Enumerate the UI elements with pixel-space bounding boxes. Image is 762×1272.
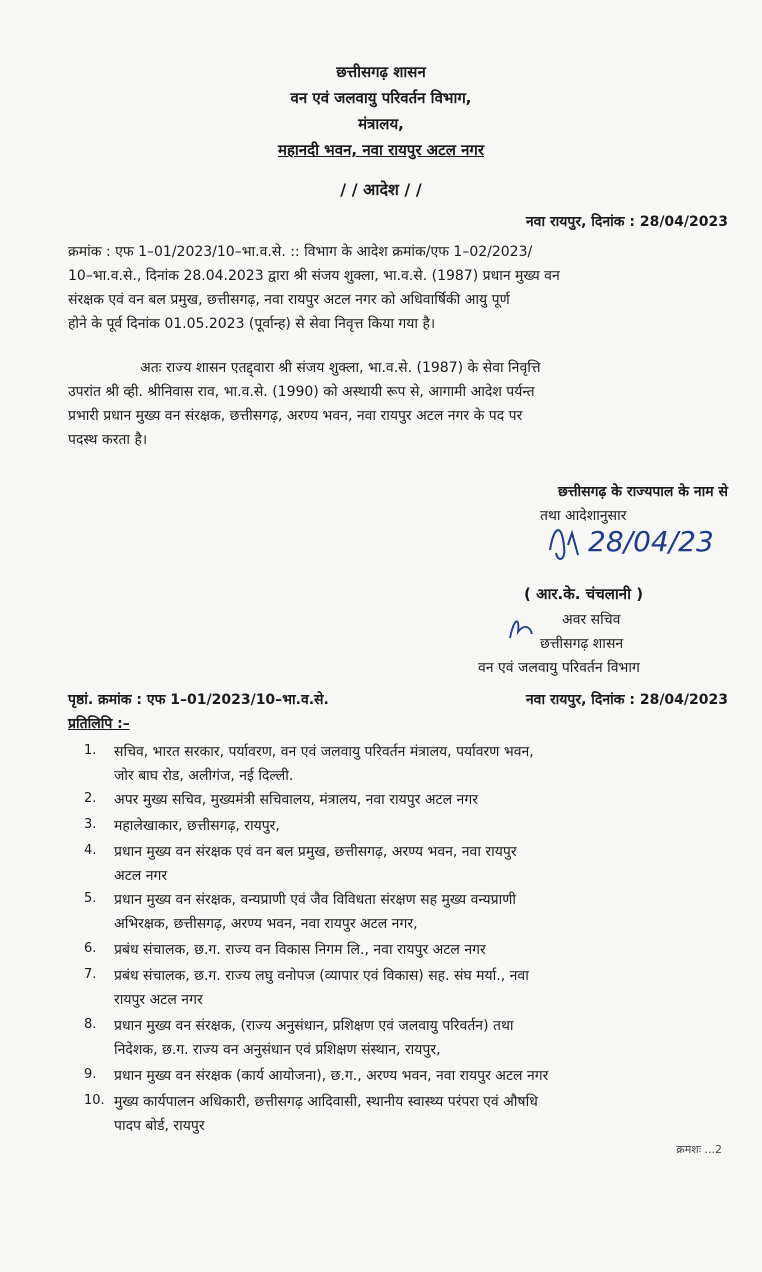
list-number: 7.: [84, 967, 97, 982]
list-line: अटल नगर: [114, 868, 168, 884]
list-number: 1.: [84, 743, 97, 758]
list-item: [114, 938, 726, 962]
paragraph-line: होने के पूर्व दिनांक 01.05.2023 (पूर्वान्ह) से सेवा निवृत्त किया गया है।: [68, 316, 436, 332]
paragraph-line: उपरांत श्री व्ही. श्रीनिवास राव, भा.व.से. (1990) को अस्थायी रूप से, आगामी आदेश पर्यन्त: [68, 384, 535, 400]
signatory-designation: अवर सचिव: [562, 612, 621, 628]
list-number: 9.: [84, 1067, 97, 1082]
list-number: 10.: [84, 1093, 105, 1108]
list-line: जोर बाघ रोड, अलीगंज, नई दिल्ली.: [114, 768, 294, 784]
list-line: पादप बोर्ड, रायपुर: [114, 1118, 205, 1134]
list-number: 5.: [84, 891, 97, 906]
list-item: [114, 814, 726, 838]
signatory-name: ( आर.के. चंचलानी ): [524, 585, 644, 603]
list-line: महालेखाकार, छत्तीसगढ़, रायपुर,: [114, 818, 280, 834]
signature-date: 28/04/23: [588, 525, 714, 558]
list-item: [114, 1090, 726, 1138]
list-item: [114, 740, 726, 788]
signatory-department: वन एवं जलवायु परिवर्तन विभाग: [478, 660, 640, 676]
initial-mark: [506, 614, 536, 642]
list-item: [114, 1064, 726, 1088]
list-number: 4.: [84, 843, 97, 858]
copy-label: प्रतिलिपि :–: [68, 716, 130, 732]
paragraph-line: पदस्थ करता है।: [68, 432, 148, 448]
list-line: सचिव, भारत सरकार, पर्यावरण, वन एवं जलवायु परिवर्तन मंत्रालय, पर्यावरण भवन,: [114, 744, 534, 760]
paragraph-line: अतः राज्य शासन एतद्द्वारा श्री संजय शुक्ला, भा.व.से. (1987) के सेवा निवृत्ति: [140, 360, 541, 376]
list-line: प्रबंध संचालक, छ.ग. राज्य लघु वनोपज (व्यापार एवं विकास) सह. संघ मर्या., नवा: [114, 968, 529, 984]
office-address: महानदी भवन, नवा रायपुर अटल नगर: [277, 141, 485, 159]
list-line: प्रधान मुख्य वन संरक्षक, वन्यप्राणी एवं जैव विविधता संरक्षण सह मुख्य वन्यप्राणी: [114, 892, 517, 908]
list-item: [114, 964, 726, 1012]
order-paragraph-1: [68, 240, 732, 336]
list-item: [114, 1014, 726, 1062]
order-title: / / आदेश / /: [340, 180, 422, 199]
list-number: 3.: [84, 817, 97, 832]
paragraph-line: प्रभारी प्रधान मुख्य वन संरक्षक, छत्तीसगढ़, अरण्य भवन, नवा रायपुर अटल नगर के पद पर: [68, 408, 523, 424]
list-number: 6.: [84, 941, 97, 956]
govt-name: छत्तीसगढ़ शासन: [336, 63, 426, 81]
endorsement-date: नवा रायपुर, दिनांक : 28/04/2023: [525, 692, 728, 708]
department-name: वन एवं जलवायु परिवर्तन विभाग,: [290, 89, 472, 107]
list-item: [114, 888, 726, 936]
governor-authority: छत्तीसगढ़ के राज्यपाल के नाम से: [558, 484, 728, 500]
list-item: [114, 788, 726, 812]
list-number: 2.: [84, 791, 97, 806]
list-line: रायपुर अटल नगर: [114, 992, 203, 1008]
paragraph-line: 10–भा.व.से., दिनांक 28.04.2023 द्वारा श्री संजय शुक्ला, भा.व.से. (1987) प्रधान मुख्य वन: [68, 268, 560, 284]
paragraph-line: संरक्षक एवं वन बल प्रमुख, छत्तीसगढ़, नवा रायपुर अटल नगर को अधिवार्षिकी आयु पूर्ण: [68, 292, 510, 308]
list-item: [114, 840, 726, 888]
list-line: अपर मुख्य सचिव, मुख्यमंत्री सचिवालय, मंत्रालय, नवा रायपुर अटल नगर: [114, 792, 478, 808]
order-paragraph-2: [68, 356, 732, 452]
list-line: प्रधान मुख्य वन संरक्षक (कार्य आयोजना), छ.ग., अरण्य भवन, नवा रायपुर अटल नगर: [114, 1068, 549, 1084]
list-line: निदेशक, छ.ग. राज्य वन अनुसंधान एवं प्रशिक्षण संस्थान, रायपुर,: [114, 1042, 441, 1058]
endorsement-ref: पृष्ठां. क्रमांक : एफ 1–01/2023/10–भा.व.से.: [68, 692, 329, 708]
ministry-name: मंत्रालय,: [358, 115, 404, 133]
place-date: नवा रायपुर, दिनांक : 28/04/2023: [525, 214, 728, 230]
list-line: मुख्य कार्यपालन अधिकारी, छत्तीसगढ़ आदिवासी, स्थानीय स्वास्थ्य परंपरा एवं औषधि: [114, 1094, 538, 1110]
list-line: प्रधान मुख्य वन संरक्षक एवं वन बल प्रमुख, छत्तीसगढ़, अरण्य भवन, नवा रायपुर: [114, 844, 517, 860]
list-line: प्रधान मुख्य वन संरक्षक, (राज्य अनुसंधान, प्रशिक्षण एवं जलवायु परिवर्तन) तथा: [114, 1018, 514, 1034]
by-order: तथा आदेशानुसार: [540, 508, 627, 524]
list-line: अभिरक्षक, छत्तीसगढ़, अरण्य भवन, नवा रायपुर अटल नगर,: [114, 916, 418, 932]
list-line: प्रबंध संचालक, छ.ग. राज्य वन विकास निगम लि., नवा रायपुर अटल नगर: [114, 942, 486, 958]
paragraph-line: क्रमांक : एफ 1–01/2023/10–भा.व.से. :: विभाग के आदेश क्रमांक/एफ 1–02/2023/: [68, 244, 533, 260]
handwritten-signature: [540, 505, 740, 575]
continued-marker: क्रमशः ...2: [676, 1143, 722, 1156]
list-number: 8.: [84, 1017, 97, 1032]
signatory-govt: छत्तीसगढ़ शासन: [540, 636, 624, 652]
